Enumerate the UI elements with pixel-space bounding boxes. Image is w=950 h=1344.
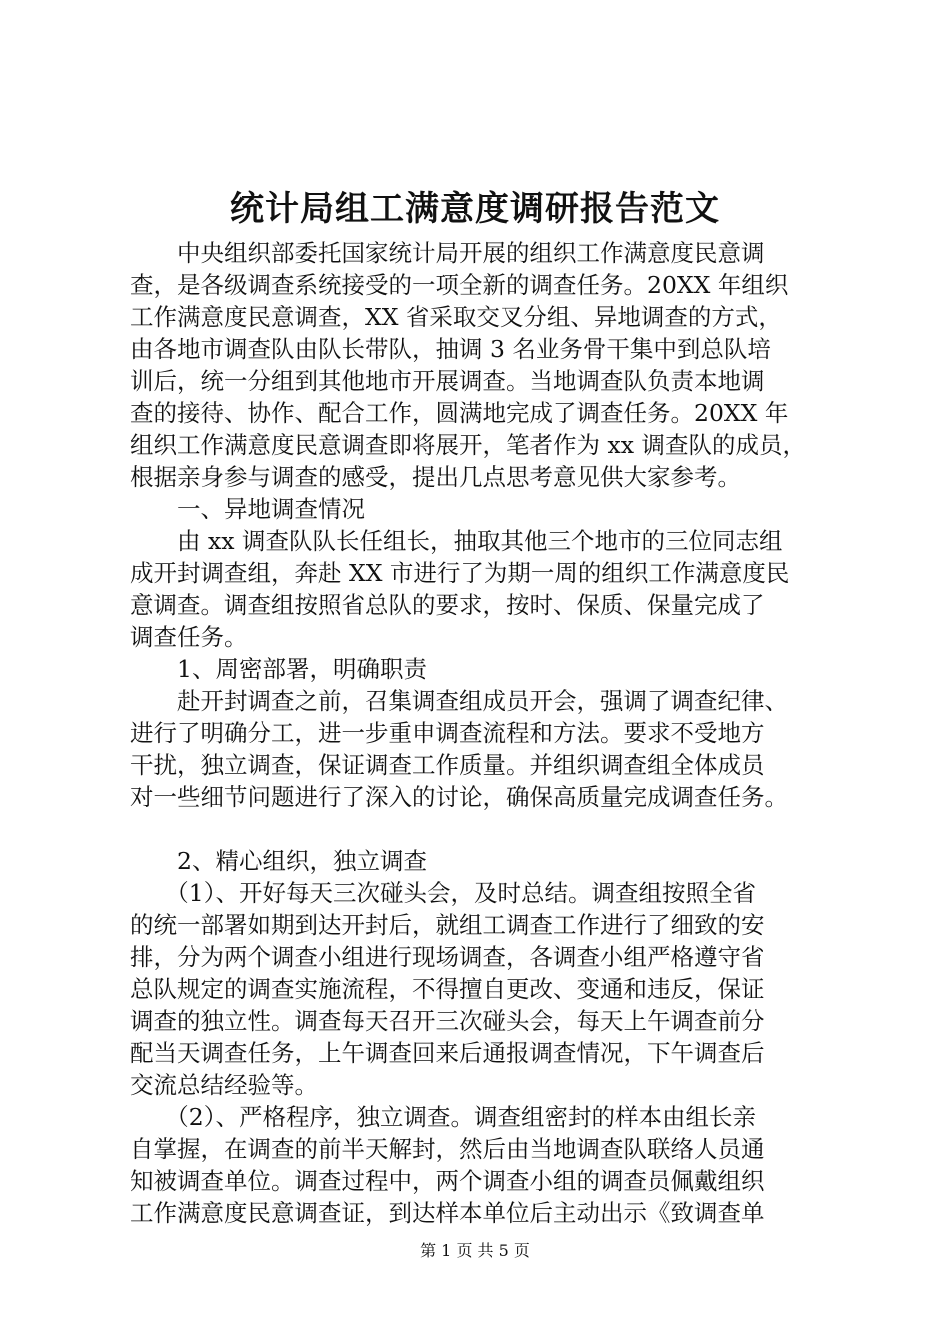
body-line: 知被调查单位。调查过程中，两个调查小组的调查员佩戴组织 [130, 1167, 765, 1195]
body-line: 工作满意度民意调查证，到达样本单位后主动出示《致调查单 [130, 1199, 765, 1227]
body-line: 查的接待、协作、配合工作，圆满地完成了调查任务。20XX 年 [130, 399, 789, 427]
body-line: 调查任务。 [130, 623, 248, 651]
body-line: 由 xx 调查队队长任组长，抽取其他三个地市的三位同志组 [130, 527, 783, 555]
body-line: 意调查。调查组按照省总队的要求，按时、保质、保量完成了 [130, 591, 765, 619]
body-line: 配当天调查任务，上午调查回来后通报调查情况，下午调查后 [130, 1039, 765, 1067]
subsection-heading: 1、周密部署，明确职责 [130, 655, 427, 683]
body-line: 对一些细节问题进行了深入的讨论，确保高质量完成调查任务。 [130, 783, 788, 811]
body-line: 干扰，独立调查，保证调查工作质量。并组织调查组全体成员 [130, 751, 765, 779]
body-line: 进行了明确分工，进一步重申调查流程和方法。要求不受地方 [130, 719, 765, 747]
document-title: 统计局组工满意度调研报告范文 [230, 189, 720, 229]
body-line: 交流总结经验等。 [130, 1071, 318, 1099]
body-line: 工作满意度民意调查，XX 省采取交叉分组、异地调查的方式， [130, 303, 782, 331]
body-line: 总队规定的调查实施流程，不得擅自更改、变通和违反，保证 [130, 975, 765, 1003]
body-line: 调查的独立性。调查每天召开三次碰头会，每天上午调查前分 [130, 1007, 765, 1035]
body-line: 组织工作满意度民意调查即将展开，笔者作为 xx 调查队的成员， [130, 431, 806, 459]
body-line: 的统一部署如期到达开封后，就组工调查工作进行了细致的安 [130, 911, 765, 939]
body-line: 根据亲身参与调查的感受，提出几点思考意见供大家参考。 [130, 463, 741, 491]
body-line: （2）、严格程序，独立调查。调查组密封的样本由组长亲 [130, 1103, 756, 1131]
body-line: 成开封调查组，奔赴 XX 市进行了为期一周的组织工作满意度民 [130, 559, 790, 587]
body-line: 自掌握，在调查的前半天解封，然后由当地调查队联络人员通 [130, 1135, 765, 1163]
body-line: 赴开封调查之前，召集调查组成员开会，强调了调查纪律、 [130, 687, 788, 715]
body-line: （1）、开好每天三次碰头会，及时总结。调查组按照全省 [130, 879, 756, 907]
body-line: 中央组织部委托国家统计局开展的组织工作满意度民意调 [130, 239, 765, 267]
body-line: 查，是各级调查系统接受的一项全新的调查任务。20XX 年组织 [130, 271, 789, 299]
body-line: 训后，统一分组到其他地市开展调查。当地调查队负责本地调 [130, 367, 765, 395]
body-line: 排，分为两个调查小组进行现场调查，各调查小组严格遵守省 [130, 943, 765, 971]
subsection-heading: 2、精心组织，独立调查 [130, 847, 427, 875]
body-line: 由各地市调查队由队长带队，抽调 3 名业务骨干集中到总队培 [130, 335, 771, 363]
page-footer: 第 1 页 共 5 页 [420, 1241, 530, 1260]
section-heading: 一、异地调查情况 [130, 495, 365, 523]
